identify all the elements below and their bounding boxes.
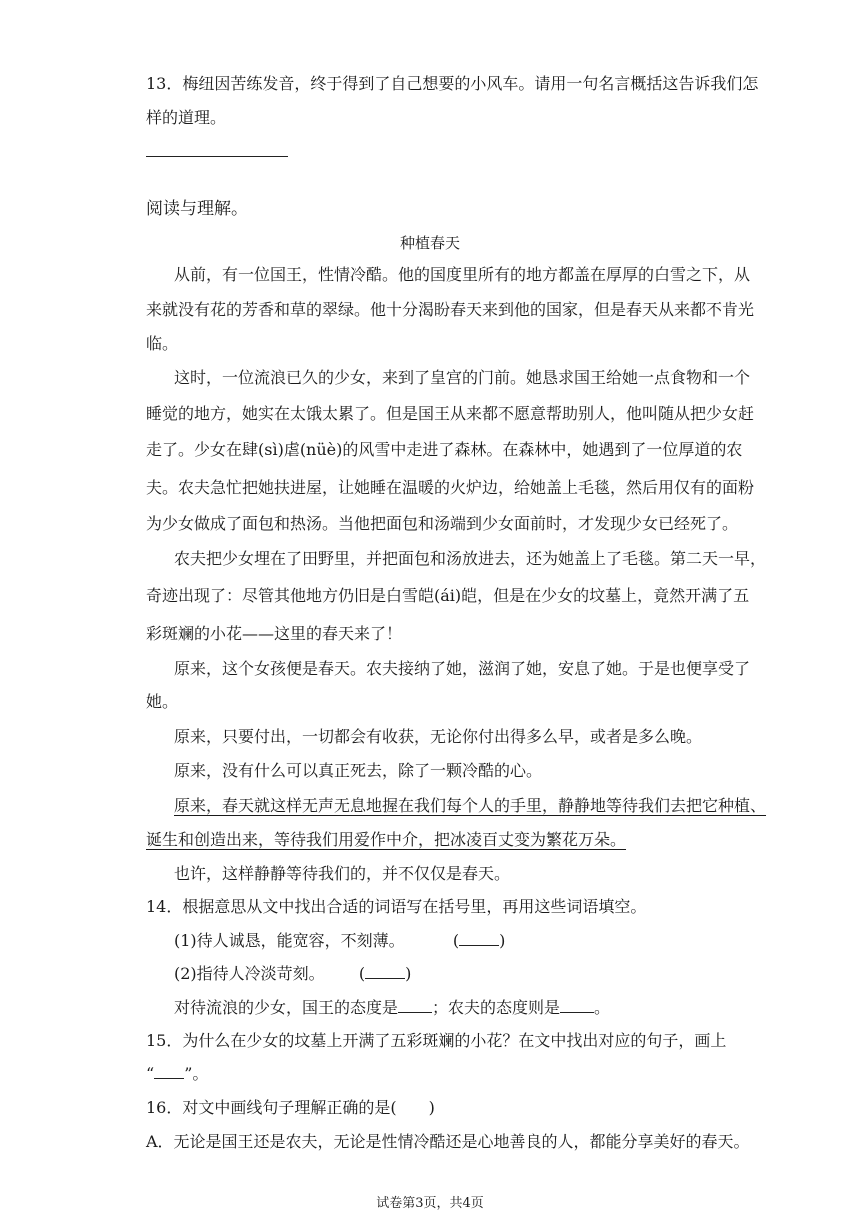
q14-item-2-answer-box[interactable]: ( ) bbox=[358, 964, 412, 983]
q14-item-2 bbox=[174, 964, 411, 984]
q15-open-quote: “ bbox=[146, 1064, 155, 1083]
q14-item-1-answer-box[interactable]: ( ) bbox=[452, 931, 506, 950]
q14-fill-part-b: ；农夫的态度则是 bbox=[432, 998, 561, 1017]
q15-underline-sample bbox=[154, 1064, 184, 1079]
story-line: 临。 bbox=[146, 334, 179, 353]
story-line: 原来，这个女孩便是春天。农夫接纳了她，滋润了她，安息了她。于是也便享受了 bbox=[174, 659, 751, 678]
story-line: 来就没有花的芳香和草的翠绿。他十分渴盼春天来到他的国家，但是春天从来都不肯光 bbox=[146, 300, 755, 319]
q14-fill-sentence bbox=[174, 998, 610, 1018]
q16-stem: 16．对文中画线句子理解正确的是( ) bbox=[146, 1098, 435, 1117]
page-footer: 试卷第3页，共4页 bbox=[376, 1196, 484, 1211]
story-line: 奇迹出现了：尽管其他地方仍旧是白雪皑(ái)皑，但是在少女的坟墓上，竟然开满了五 bbox=[146, 586, 750, 605]
story-line: 农夫把少女埋在了田野里，并把面包和汤放进去，还为她盖上了毛毯。第二天一早， bbox=[174, 549, 767, 568]
story-line: 睡觉的地方，她实在太饿太累了。但是国王从来都不愿意帮助别人，他叫随从把少女赶 bbox=[146, 404, 755, 423]
underlined-sentence-line-2: 诞生和创造出来，等待我们用爱作中介，把冰凌百丈变为繁花万朵。 bbox=[146, 830, 627, 849]
q16-option-a[interactable]: A．无论是国王还是农夫，无论是性情冷酷还是心地善良的人，都能分享美好的春天。 bbox=[146, 1132, 750, 1151]
q14-blank-king[interactable] bbox=[398, 998, 432, 1013]
q13-answer-line[interactable] bbox=[146, 156, 288, 157]
story-line: 原来，没有什么可以真正死去，除了一颗冷酷的心。 bbox=[174, 761, 543, 780]
story-line: 夫。农夫急忙把她扶进屋，让她睡在温暖的火炉边，给她盖上毛毯，然后用仅有的面粉 bbox=[146, 478, 755, 497]
q14-fill-part-a: 对待流浪的少女，国王的态度是 bbox=[174, 998, 399, 1017]
story-line: 这时，一位流浪已久的少女，来到了皇宫的门前。她恳求国王给她一点食物和一个 bbox=[174, 368, 751, 387]
section-heading: 阅读与理解。 bbox=[146, 199, 248, 219]
q14-item-1-text: (1)待人诚恳，能宽容，不刻薄。 bbox=[174, 931, 405, 950]
q14-fill-part-c: 。 bbox=[594, 998, 611, 1017]
q15-line-2 bbox=[146, 1064, 208, 1084]
story-line: 走了。少女在肆(sì)虐(nüè)的风雪中走进了森林。在森林中，她遇到了一位厚道的农 bbox=[146, 440, 743, 459]
story-line: 她。 bbox=[146, 692, 179, 711]
story-title: 种植春天 bbox=[399, 234, 460, 252]
story-line: 从前，有一位国王，性情冷酷。他的国度里所有的地方都盖在厚厚的白雪之下，从 bbox=[174, 265, 751, 284]
q14-item-2-text: (2)指待人冷淡苛刻。 bbox=[174, 964, 325, 983]
q14-item-1 bbox=[174, 931, 505, 951]
underlined-sentence-line-1: 原来，春天就这样无声无息地握在我们每个人的手里，静静地等待我们去把它种植、 bbox=[174, 796, 767, 815]
q14-stem: 14．根据意思从文中找出合适的词语写在括号里，再用这些词语填空。 bbox=[146, 897, 647, 916]
story-line: 为少女做成了面包和热汤。当他把面包和汤端到少女面前时，才发现少女已经死了。 bbox=[146, 514, 739, 533]
story-line: 彩斑斓的小花——这里的春天来了！ bbox=[146, 624, 403, 643]
q15-close-quote: ”。 bbox=[184, 1064, 209, 1083]
story-line: 原来，只要付出，一切都会有收获，无论你付出得多么早，或者是多么晚。 bbox=[174, 727, 703, 746]
q13-line-1: 13．梅纽因苦练发音，终于得到了自己想要的小风车。请用一句名言概括这告诉我们怎 bbox=[146, 74, 759, 93]
q15-line-1: 15．为什么在少女的坟墓上开满了五彩斑斓的小花？在文中找出对应的句子，画上 bbox=[146, 1031, 727, 1050]
q14-blank-farmer[interactable] bbox=[560, 998, 594, 1013]
q13-line-2: 样的道理。 bbox=[146, 108, 227, 127]
story-line: 也许，这样静静等待我们的，并不仅仅是春天。 bbox=[174, 864, 511, 883]
